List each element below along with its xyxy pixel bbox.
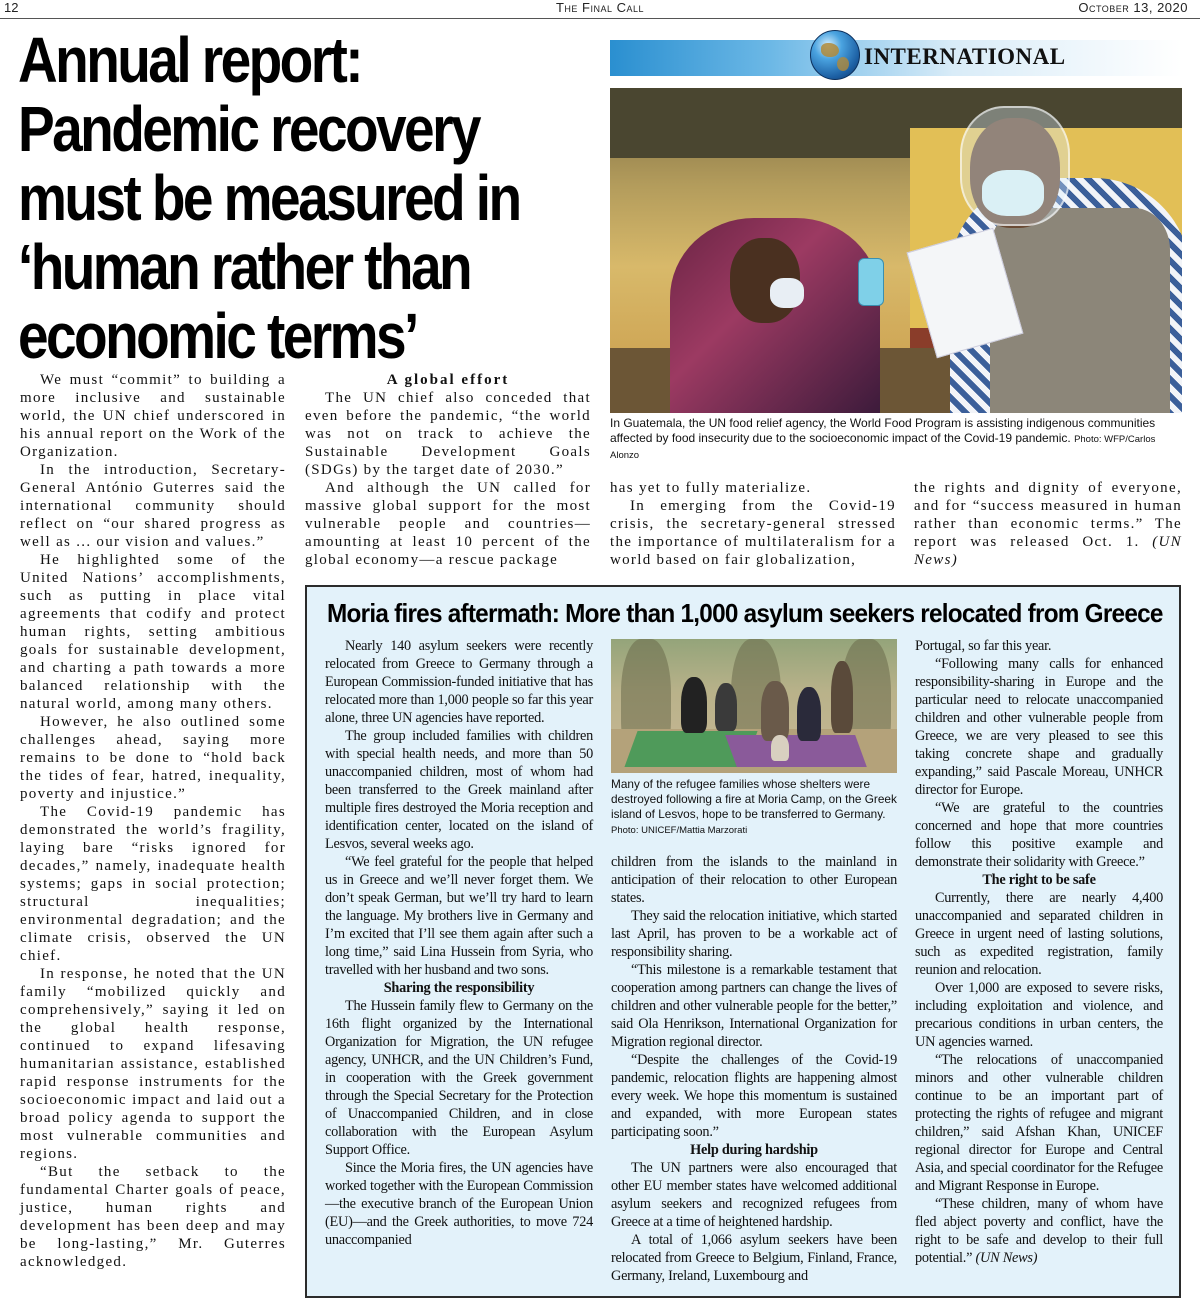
- article-column-right-1: [610, 479, 896, 569]
- paragraph: However, he also outlined some challenges ahead, saying more remains to be done to “hold back the tides of fear, hatred, inequality, poverty and injustice.”: [20, 714, 286, 802]
- section-banner: [610, 40, 1182, 76]
- section-label: INTERNATIONAL: [864, 44, 1066, 69]
- main-photo-credit: Photo: WFP/Carlos Alonzo: [610, 434, 1156, 461]
- closing-text: “These children, many of whom have fled abject poverty and conflict, have the right to be safe and develop to their full potential.”: [915, 1196, 1163, 1266]
- refugee-caption-text: Many of the refugee families whose shelters were destroyed following a fire at Moria Camp, on the Greek island of Lesvos, hope to be transferred to Germany.: [611, 777, 897, 821]
- paragraph: Nearly 140 asylum seekers were recently relocated from Greece to Germany through a European Commission-funded initiative that has relocated more than 1,000 people so far this year alone, three UN agencies have reported.: [325, 638, 593, 726]
- paragraph: children from the islands to the mainland in anticipation of their relocation to other European states.: [611, 854, 897, 906]
- paragraph: We must “commit” to building a more inclusive and sustainable world, the UN chief underscored in his annual report on the Work of the Organization.: [20, 372, 286, 460]
- closing-text: the rights and dignity of everyone, and for “success measured in human rather than economic terms.” The report was released Oct. 1.: [914, 480, 1182, 550]
- article-column-middle: [305, 371, 591, 569]
- main-caption-text: In Guatemala, the UN food relief agency, the World Food Program is assisting indigenous communities affected by food insecurity due to the socioeconomic impact of the Covid-19 pandemic.: [610, 416, 1156, 445]
- paragraph: The UN partners were also encouraged that other EU member states have welcomed additional asylum seekers and recognized refugees from Greece at a time of heightened hardship.: [611, 1160, 897, 1230]
- issue-date: October 13, 2020: [1078, 0, 1188, 15]
- refugee-photo-credit: Photo: UNICEF/Mattia Marzorati: [611, 825, 748, 836]
- paragraph: He highlighted some of the United Nations’ accomplishments, such as putting in place vital agreements that codify and protect human rights, setting ambitious goals for sustainable development, and charting a path towards a more balanced relationship with the natural world, among many others.: [20, 552, 286, 712]
- subhead: Sharing the responsibility: [383, 980, 535, 996]
- paragraph: A total of 1,066 asylum seekers have been relocated from Greece to Belgium, Finland, France, Germany, Ireland, Luxembourg and: [611, 1232, 897, 1284]
- subhead: Help during hardship: [690, 1142, 818, 1158]
- moria-article-box: [305, 585, 1181, 1298]
- paragraph: “We feel grateful for the people that helped us in Greece and we’ll never forget them. We don’t speak German, but we’ll try hard to learn the language. My brothers live in Germany and I’m excited that I’ll see them again after such a long time,” said Lina Hussein from Syria, who travelled with her husband and two sons.: [325, 854, 593, 978]
- moria-column-3: [915, 637, 1163, 1267]
- paragraph: The Covid-19 pandemic has demonstrated the world’s fragility, laying bare “risks ignored for decades,” namely, inadequate health systems; gaps in social protection; structural inequalities; environmental degradation; and the climate crisis, observed the UN chief.: [20, 804, 286, 964]
- paragraph: “Despite the challenges of the Covid-19 pandemic, relocation flights are happening almost every week. We hope this momentum is sustained and expanded, with more European states participating soon.”: [611, 1052, 897, 1140]
- subhead: The right to be safe: [982, 872, 1096, 888]
- paragraph: [914, 479, 1182, 569]
- main-headline: Annual report: Pandemic recovery must be measured in ‘human rather than economic terms’: [18, 24, 520, 372]
- article-column-left: [20, 371, 286, 1271]
- paragraph: “But the setback to the fundamental Charter goals of peace, justice, human rights and development has been deep and may be long-lasting,” Mr. Guterres acknowledged.: [20, 1164, 286, 1270]
- paragraph: “The relocations of unaccompanied minors and other vulnerable children continue to be an important part of protecting the rights of refugee and migrant children,” said Afshan Khan, UNICEF regional director for Europe and Central Asia, and special coordinator for the Refugee and Migrant Response in Europe.: [915, 1052, 1163, 1194]
- paragraph: The group included families with children with special health needs, and more than 50 unaccompanied children, most of whom had been transferred to the Greek mainland after multiple fires destroyed the Moria reception and identification center, located on the island of Lesvos, several weeks ago.: [325, 728, 593, 852]
- paragraph: In the introduction, Secretary-General António Guterres said the international community should reflect on “our shared progress as well as ... our vision and values.”: [20, 462, 286, 550]
- main-photo-caption: [610, 416, 1184, 463]
- paragraph: The UN chief also conceded that even before the pandemic, “the world was not on track to achieve the Sustainable Development Goals (SDGs) by the target date of 2030.”: [305, 390, 591, 478]
- paragraph: Portugal, so far this year.: [915, 638, 1052, 654]
- refugee-photo-caption: [611, 777, 899, 838]
- source-credit: (UN News): [914, 534, 1182, 568]
- paper-name: The Final Call: [555, 0, 645, 15]
- running-head: [0, 0, 1200, 18]
- moria-column-1: [325, 637, 593, 1249]
- paragraph: “We are grateful to the countries concerned and hope that more countries follow this positive example and demonstrate their solidarity with Greece.”: [915, 800, 1163, 870]
- paragraph: [915, 1195, 1163, 1267]
- paragraph: In emerging from the Covid-19 crisis, the secretary-general stressed the importance of multilateralism for a world based on fair globalization,: [610, 498, 896, 568]
- subhead: A global effort: [386, 372, 510, 388]
- page-number: 12: [4, 0, 19, 15]
- refugee-photo: [611, 639, 897, 773]
- main-photo: [610, 88, 1182, 413]
- globe-icon: [810, 30, 860, 80]
- paragraph: Over 1,000 are exposed to severe risks, including exploitation and violence, and precarious conditions in urban centers, the UN agencies warned.: [915, 980, 1163, 1050]
- source-credit: (UN News): [975, 1250, 1038, 1266]
- paragraph: Since the Moria fires, the UN agencies have worked together with the European Commission—the executive branch of the European Union (EU)—and the Greek authorities, to move 724 unaccompanied: [325, 1160, 593, 1248]
- paragraph: And although the UN called for massive global support for the most vulnerable people and countries—amounting at least 10 percent of the global economy—a rescue package: [305, 480, 591, 568]
- paragraph: Currently, there are nearly 4,400 unaccompanied and separated children in Greece in urgent need of lasting solutions, such as expedited registration, family reunion and relocation.: [915, 890, 1163, 978]
- article-column-right-2: [914, 479, 1182, 569]
- paragraph: The Hussein family flew to Germany on the 16th flight organized by the International Organization for Migration, the UN refugee agency, UNHCR, and the UN Children’s Fund, in cooperation with the Greek government through the Special Secretary for the Protection of Unaccompanied Children, and in close collaboration with the European Asylum Support Office.: [325, 998, 593, 1158]
- paragraph: “This milestone is a remarkable testament that cooperation among partners can change the lives of children and other vulnerable people for the better,” said Ola Henrikson, International Organization for Migration regional director.: [611, 962, 897, 1050]
- moria-column-2: [611, 853, 897, 1285]
- paragraph: “Following many calls for enhanced responsibility-sharing in Europe and the particular need to relocate unaccompanied children and other vulnerable people from Greece, we are very pleased to see this taking concrete shape and gradually expanding,” said Pascale Moreau, UNHCR director for Europe.: [915, 656, 1163, 798]
- moria-headline: Moria fires aftermath: More than 1,000 asylum seekers relocated from Greece: [327, 598, 1163, 628]
- paragraph: They said the relocation initiative, which started last April, has proven to be a workable act of responsibility sharing.: [611, 908, 897, 960]
- paragraph: In response, he noted that the UN family “mobilized quickly and comprehensively,” saying it led on the global health response, continued to expand lifesaving humanitarian assistance, established rapid response instruments for the socioeconomic impact and laid out a broad policy agenda to support the most vulnerable communities and regions.: [20, 966, 286, 1162]
- paragraph: has yet to fully materialize.: [610, 480, 812, 496]
- top-rule: [0, 18, 1200, 19]
